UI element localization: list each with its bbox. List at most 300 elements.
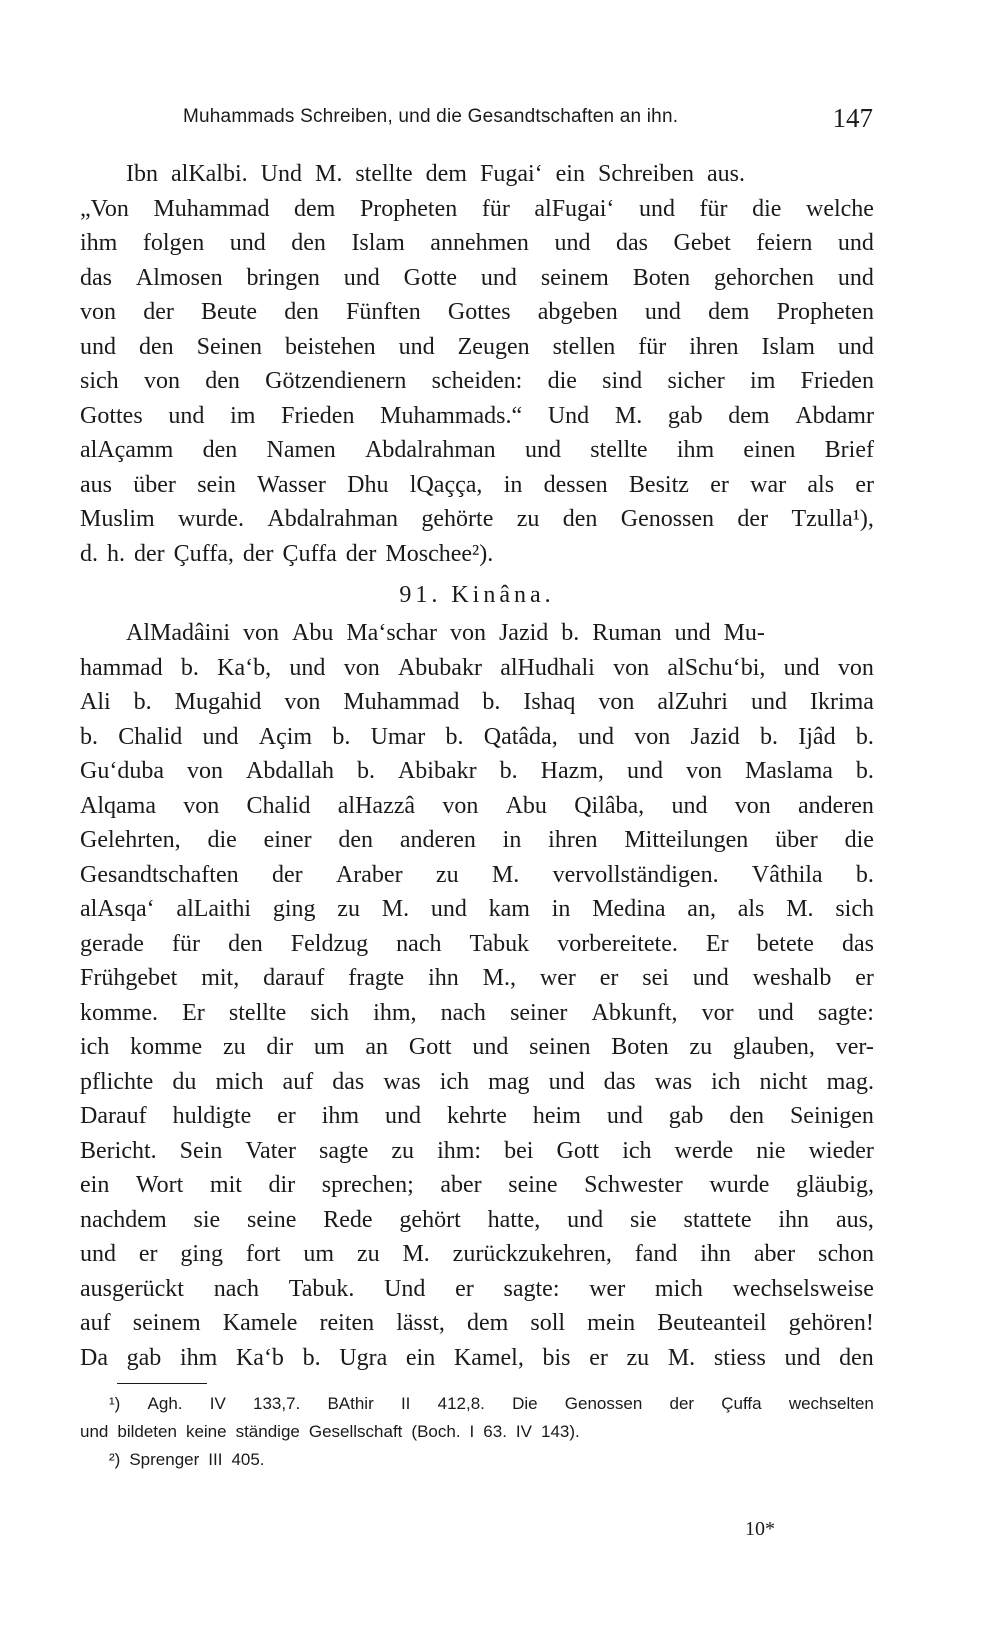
word: ²): [109, 1450, 121, 1469]
word: Gott: [556, 1137, 600, 1164]
word: ich: [80, 1034, 110, 1060]
word: fort: [245, 1241, 281, 1267]
word: Ma‘schar: [346, 620, 437, 646]
word: und: [385, 1103, 422, 1129]
word: lässt,: [396, 1310, 445, 1336]
word: von: [837, 654, 874, 681]
word: Ibn: [126, 161, 158, 187]
word: Kamel,: [453, 1344, 524, 1371]
word: Die: [512, 1394, 538, 1413]
word: bildeten: [117, 1422, 177, 1441]
text-line: [80, 537, 874, 572]
word: Qilâba,: [574, 792, 645, 819]
word: Genossen: [564, 1394, 643, 1413]
footnote-line: [80, 1418, 874, 1446]
word: die: [844, 827, 874, 853]
word: mein: [587, 1310, 636, 1336]
word: und: [757, 999, 794, 1026]
word: wechselsweise: [732, 1275, 874, 1302]
word: nach: [396, 930, 442, 957]
word: 133,7.: [252, 1394, 301, 1413]
word: alHazzâ: [337, 792, 416, 819]
word: er: [710, 471, 729, 498]
word: Çuffa: [721, 1394, 762, 1413]
text-line: [80, 1306, 874, 1341]
word: sich: [310, 999, 350, 1026]
word: gerade: [80, 930, 144, 957]
word: Ijâd: [798, 723, 836, 750]
word: zurückzukehren,: [452, 1241, 612, 1267]
word: Ka‘b,: [217, 654, 272, 681]
word: das: [615, 230, 648, 256]
word: b.: [855, 861, 874, 888]
word: Jazid: [498, 620, 549, 646]
word: b.: [561, 620, 580, 646]
word: sprechen;: [321, 1172, 414, 1198]
running-head-title: Muhammads Schreiben, und die Gesandtschaften an ihn.: [183, 106, 679, 127]
word: von: [734, 792, 771, 819]
word: Muhammad: [343, 689, 460, 715]
word: und: [480, 264, 517, 291]
word: Medina: [592, 896, 666, 922]
word: und: [644, 299, 681, 325]
word: 143).: [540, 1422, 580, 1441]
word: d.: [80, 540, 98, 567]
word: Muhammad: [153, 195, 270, 222]
word: ihm: [321, 1103, 360, 1129]
word: er: [455, 1275, 474, 1302]
word: Chalid: [246, 792, 311, 819]
word: ver-: [835, 1034, 874, 1060]
word: auf: [80, 1310, 111, 1336]
word: Hazm,: [540, 758, 604, 784]
word: ihn: [700, 1241, 731, 1267]
word: die: [752, 195, 782, 222]
word: von: [143, 368, 180, 394]
word: Gottes: [447, 299, 511, 325]
word: Frieden: [281, 402, 355, 429]
text-line: [80, 1168, 874, 1203]
word: der: [345, 540, 377, 567]
word: den: [291, 230, 326, 256]
word: ein: [555, 161, 585, 187]
running-head: [183, 103, 873, 137]
word: dessen: [543, 471, 608, 498]
text-line: [80, 330, 874, 365]
section-heading-text: 91. Kinâna.: [399, 582, 555, 608]
footnotes: [80, 1390, 874, 1474]
word: und: [524, 437, 561, 463]
word: sich: [80, 368, 119, 394]
word: was: [383, 1068, 421, 1095]
word: Beute: [201, 299, 258, 325]
word: kam: [488, 896, 530, 922]
word: und: [548, 1068, 585, 1095]
word: an,: [687, 896, 716, 922]
word: von: [685, 758, 722, 784]
word: in: [503, 471, 523, 498]
word: einen: [743, 437, 796, 463]
word: Islam: [761, 333, 815, 360]
word: M.: [402, 1241, 430, 1267]
word: den: [338, 827, 374, 853]
word: Gu‘duba: [80, 758, 164, 784]
word: Çuffa: [282, 540, 337, 567]
word: ihm: [80, 230, 118, 256]
word: Islam: [351, 230, 405, 256]
word: ihm:: [437, 1137, 482, 1164]
word: ihren: [689, 333, 739, 360]
word: gehorchen: [714, 264, 814, 291]
word: Jazid: [690, 723, 740, 750]
text-line: [80, 399, 874, 434]
word: Abubakr: [397, 654, 482, 681]
word: von: [634, 723, 671, 750]
word: M.: [381, 896, 410, 922]
word: Er: [705, 930, 729, 957]
word: und: [430, 896, 467, 922]
word: zu: [689, 1034, 713, 1060]
word: Vater: [245, 1137, 297, 1164]
word: Ali: [80, 689, 111, 715]
word: den: [205, 368, 240, 394]
word: 405.: [231, 1450, 265, 1469]
word: zu: [222, 1034, 246, 1060]
word: alHudhali: [500, 654, 595, 681]
word: mag: [488, 1068, 530, 1095]
word: den: [839, 1344, 874, 1371]
word: Rede: [323, 1206, 373, 1233]
word: Açim: [258, 723, 313, 750]
word: ging: [180, 1241, 224, 1267]
word: und: [202, 723, 239, 750]
text-line: [80, 1203, 874, 1238]
word: und: [567, 1206, 604, 1233]
word: in: [502, 827, 522, 853]
word: bei: [504, 1137, 534, 1164]
word: Almosen: [135, 264, 223, 291]
word: zu: [391, 1137, 415, 1164]
word: wechselten: [788, 1394, 874, 1413]
word: aus.: [706, 161, 745, 187]
word: nie: [756, 1137, 786, 1164]
word: Abdallah: [245, 758, 334, 784]
word: Muhammads.“: [380, 402, 523, 429]
word: Frühgebet: [80, 965, 178, 991]
word: Kamele: [222, 1310, 298, 1336]
word: er: [599, 965, 619, 991]
word: wurde: [709, 1172, 770, 1198]
word: dem: [294, 195, 336, 222]
word: auf: [282, 1068, 314, 1095]
word: komme.: [80, 999, 158, 1026]
word: als: [737, 896, 765, 922]
word: Abdamr: [795, 402, 874, 429]
word: 63.: [483, 1422, 507, 1441]
word: seinem: [540, 264, 609, 291]
text-line: [80, 651, 874, 686]
word: M.: [491, 861, 520, 888]
word: die: [207, 827, 237, 853]
word: weshalb: [752, 965, 832, 991]
word: im: [230, 402, 256, 429]
word: und: [398, 333, 435, 360]
word: ihn: [778, 1206, 810, 1233]
word: Vâthila: [751, 861, 823, 888]
word: b.: [499, 758, 518, 784]
word: und: [750, 689, 787, 715]
word: mich: [215, 1068, 264, 1095]
word: wer: [539, 965, 576, 991]
word: Moschee²).: [385, 540, 494, 567]
text-line: [80, 1237, 874, 1272]
text-line: [80, 616, 874, 651]
word: I: [469, 1422, 475, 1441]
word: anderen: [399, 827, 476, 853]
word: das: [332, 1068, 365, 1095]
word: ich: [711, 1068, 741, 1095]
word: Çuffa,: [173, 540, 234, 567]
text-line: [80, 1099, 874, 1134]
word: Da: [80, 1344, 108, 1371]
word: gab: [667, 402, 703, 429]
word: ihm,: [373, 999, 417, 1026]
word: b.: [445, 723, 464, 750]
word: stellte: [590, 437, 648, 463]
text-line: [80, 192, 874, 227]
word: ihm: [676, 437, 715, 463]
word: nach: [440, 999, 486, 1026]
word: und: [784, 1344, 821, 1371]
word: gehören!: [788, 1310, 874, 1336]
text-line: [80, 823, 874, 858]
word: wurde.: [178, 506, 245, 532]
word: ihn: [428, 965, 459, 991]
word: Fugai‘: [479, 161, 543, 187]
word: und: [343, 264, 380, 291]
word: sie: [193, 1206, 221, 1233]
word: Seinen: [196, 333, 262, 360]
word: Dhu: [347, 471, 389, 498]
word: vervollständigen.: [552, 861, 719, 888]
word: Gebet: [673, 230, 731, 256]
word: ständige: [235, 1422, 300, 1441]
text-line: [80, 364, 874, 399]
word: anderen: [797, 792, 874, 819]
text-line: [80, 226, 874, 261]
word: stiess: [713, 1344, 766, 1371]
word: Gotte: [403, 264, 457, 291]
word: das: [842, 930, 874, 957]
word: M.,: [482, 965, 516, 991]
word: dem: [728, 402, 770, 429]
word: seine: [247, 1206, 297, 1233]
word: Zeugen: [457, 333, 530, 360]
word: b.: [332, 723, 351, 750]
word: der: [134, 540, 165, 567]
word: und: [168, 402, 205, 429]
word: der: [271, 861, 303, 888]
word: aber: [440, 1172, 482, 1198]
word: und: [289, 654, 326, 681]
word: sagte: [319, 1137, 369, 1164]
word: b.: [133, 689, 152, 715]
text-line: [80, 157, 874, 192]
word: nicht: [759, 1068, 808, 1095]
word: dir: [266, 1034, 294, 1060]
word: den: [284, 299, 319, 325]
word: im: [750, 368, 776, 394]
word: Qatâda,: [483, 723, 558, 750]
word: Und: [547, 402, 590, 429]
word: alKalbi.: [171, 161, 248, 187]
word: M.: [314, 161, 343, 187]
word: Araber: [335, 861, 403, 888]
word: III: [208, 1450, 223, 1469]
text-line: [80, 720, 874, 755]
word: soll: [530, 1310, 566, 1336]
word: einer: [263, 827, 312, 853]
word: Mu-: [723, 620, 765, 646]
word: M.: [786, 896, 814, 922]
word: stellen: [552, 333, 616, 360]
word: Ugra: [339, 1344, 388, 1371]
word: b.: [855, 723, 874, 750]
word: Namen: [266, 437, 336, 463]
word: dem: [466, 1310, 509, 1336]
word: mag.: [826, 1068, 874, 1095]
word: Gelehrten,: [80, 827, 181, 853]
word: b.: [302, 1344, 321, 1371]
word: heim: [532, 1103, 581, 1129]
word: gab: [126, 1344, 162, 1371]
word: hammad: [80, 654, 163, 681]
word: Tabuk.: [288, 1275, 355, 1302]
word: mit: [209, 1172, 242, 1198]
word: Schreiben: [597, 161, 694, 187]
word: Götzendienern: [265, 368, 407, 394]
word: und: [229, 230, 266, 256]
word: sicher: [667, 368, 725, 394]
text-line: [80, 468, 874, 503]
word: zu: [626, 1344, 650, 1371]
word: darauf: [263, 965, 325, 991]
word: von: [442, 792, 479, 819]
word: den: [202, 437, 238, 463]
word: Boten: [632, 264, 691, 291]
sheet-signature: 10*: [745, 1518, 775, 1540]
word: lQaçça,: [409, 471, 483, 498]
word: Feldzug: [290, 930, 369, 957]
word: Fünften: [346, 299, 421, 325]
word: ¹): [109, 1394, 121, 1413]
word: IV: [209, 1394, 226, 1413]
text-line: [80, 295, 874, 330]
word: der: [242, 540, 274, 567]
word: glauben,: [732, 1034, 815, 1060]
word: Ikrima: [809, 689, 874, 715]
word: und: [783, 654, 820, 681]
word: Ruman: [592, 620, 662, 646]
word: Boten: [611, 1034, 669, 1060]
word: reiten: [319, 1310, 375, 1336]
word: für: [638, 333, 667, 360]
word: Muslim: [80, 506, 155, 532]
word: ich: [622, 1137, 652, 1164]
word: und: [554, 230, 591, 256]
word: schon: [817, 1241, 874, 1267]
word: was: [654, 1068, 693, 1095]
word: ihm: [179, 1344, 218, 1371]
word: beistehen: [284, 333, 376, 360]
text-line: [80, 789, 874, 824]
word: Wasser: [257, 471, 326, 498]
word: für: [172, 930, 200, 957]
word: von: [598, 689, 635, 715]
word: von: [242, 620, 279, 646]
word: Und: [260, 161, 302, 187]
text-line: [80, 1065, 874, 1100]
word: er: [855, 471, 874, 498]
word: ein: [80, 1172, 110, 1198]
word: Umar: [370, 723, 426, 750]
word: fand: [634, 1241, 678, 1267]
word: mit,: [201, 965, 240, 991]
word: du: [172, 1068, 197, 1095]
text-line: [80, 892, 874, 927]
word: mich: [654, 1275, 703, 1302]
footnote-line: [80, 1390, 874, 1418]
word: Tabuk: [469, 930, 530, 957]
word: das: [80, 264, 112, 291]
word: scheiden:: [431, 368, 523, 394]
text-line: [80, 685, 874, 720]
text-line: [80, 1272, 874, 1307]
word: und: [692, 965, 729, 991]
word: von: [183, 792, 220, 819]
word: AlMadâini: [126, 620, 230, 646]
word: Sprenger: [129, 1450, 200, 1469]
text-line: [80, 858, 874, 893]
word: wieder: [808, 1137, 874, 1164]
word: b.: [80, 723, 98, 750]
word: Mugahid: [174, 689, 262, 715]
word: Und: [384, 1275, 426, 1302]
word: von: [343, 654, 380, 681]
word: nachdem: [80, 1206, 167, 1233]
word: alFugai‘: [534, 195, 615, 222]
word: gab: [668, 1103, 704, 1129]
word: ging: [272, 896, 316, 922]
word: seinem: [132, 1310, 201, 1336]
word: II: [400, 1394, 411, 1413]
word: alZuhri: [657, 689, 728, 715]
word: Ishaq: [523, 689, 576, 715]
word: der: [737, 506, 769, 532]
word: sein: [197, 471, 236, 498]
word: alSchu‘bi,: [667, 654, 766, 681]
word: Tzulla¹),: [791, 506, 874, 532]
text-line: [80, 961, 874, 996]
word: ihren: [548, 827, 598, 853]
text-line: [80, 1134, 874, 1169]
word: und: [606, 1103, 643, 1129]
word: von: [80, 299, 116, 325]
word: von: [449, 620, 486, 646]
word: abgeben: [537, 299, 618, 325]
word: an: [365, 1034, 389, 1060]
word: Bericht.: [80, 1137, 157, 1164]
